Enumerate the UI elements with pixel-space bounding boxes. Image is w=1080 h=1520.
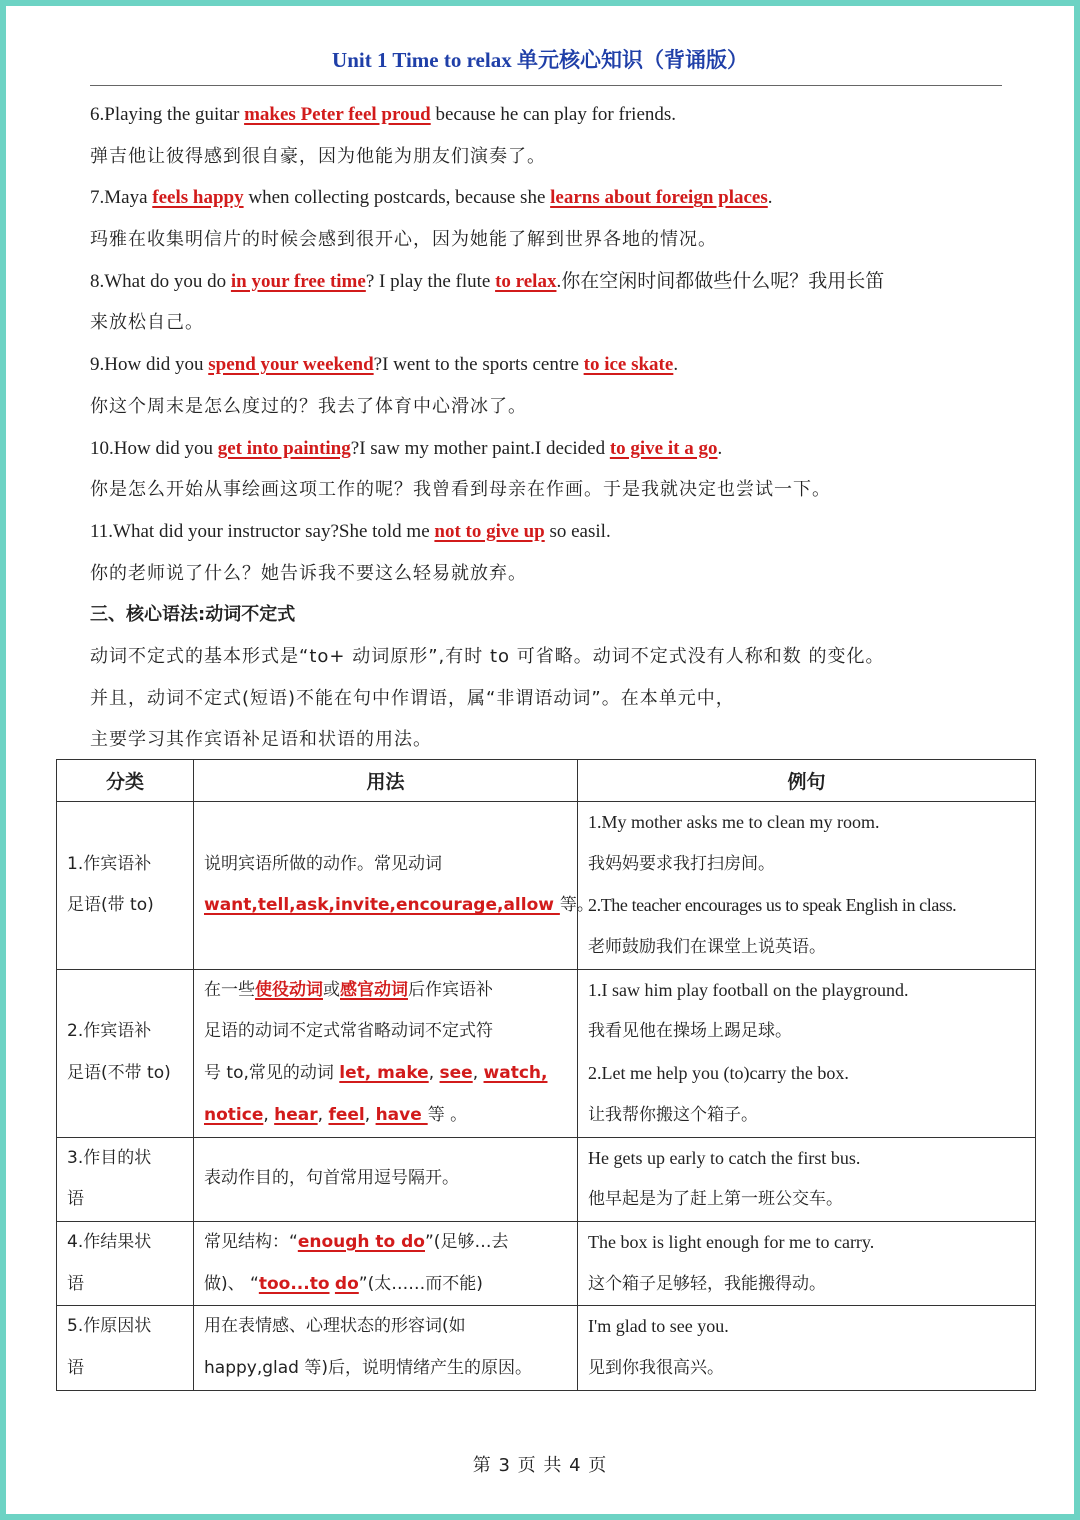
category-cell bbox=[57, 1306, 194, 1390]
text-segment: ?I went to the sports centre bbox=[373, 354, 584, 376]
sentence-english bbox=[90, 344, 1002, 386]
text-segment: 8.What do you do bbox=[90, 270, 231, 292]
example-line: 我妈妈要求我打扫房间。 bbox=[588, 853, 775, 874]
text-segment: 11.What did your instructor say?She told me bbox=[90, 520, 435, 542]
keyword-phrase: spend your weekend bbox=[208, 354, 374, 376]
example-line: He gets up early to catch the first bus. bbox=[588, 1147, 861, 1168]
usage-line bbox=[204, 844, 567, 886]
page-title: Unit 1 Time to relax 单元核心知识（背诵版） bbox=[332, 48, 748, 72]
example-line: 这个箱子足够轻，我能搬得动。 bbox=[588, 1273, 826, 1294]
text-segment: 或 bbox=[323, 979, 340, 1000]
category-cell bbox=[57, 1137, 194, 1221]
category-line: 语 bbox=[67, 1273, 84, 1294]
usage-line bbox=[204, 1306, 567, 1348]
text-segment: .你在空闲时间都做些什么呢？我用长笛 bbox=[556, 270, 885, 292]
sentence-chinese: 你是怎么开始从事绘画这项工作的呢？我曾看到母亲在作画。于是我就决定也尝试一下。 bbox=[90, 479, 831, 501]
table-row bbox=[57, 1306, 1036, 1390]
text-segment: when collecting postcards, because she bbox=[243, 187, 551, 209]
text-segment: 号 to,常见的动词 bbox=[204, 1063, 340, 1084]
text-segment: 足语的动词不定式常省略动词不定式符 bbox=[204, 1021, 493, 1042]
sentence-chinese: 你这个周末是怎么度过的？我去了体育中心滑冰了。 bbox=[90, 395, 527, 417]
usage-line bbox=[204, 1348, 567, 1390]
keyword-phrase: notice bbox=[204, 1104, 264, 1125]
header-divider bbox=[90, 85, 1002, 86]
text-segment: 10.How did you bbox=[90, 437, 218, 459]
intro-line: 动词不定式的基本形式是“to+ 动词原形”,有时 to 可省略。动词不定式没有人称和数 的变化。 bbox=[90, 645, 885, 667]
usage-cell bbox=[194, 1137, 578, 1221]
category-cell bbox=[57, 1221, 194, 1305]
text-segment: , bbox=[263, 1104, 275, 1125]
example-cell bbox=[578, 1221, 1036, 1305]
text-segment: 7.Maya bbox=[90, 187, 153, 209]
keyword-phrase: hear bbox=[274, 1104, 318, 1125]
sentence-chinese: 弹吉他让彼得感到很自豪，因为他能为朋友们演奏了。 bbox=[90, 145, 546, 167]
text-segment: 9.How did you bbox=[90, 354, 209, 376]
usage-line bbox=[204, 1095, 567, 1137]
keyword-phrase: not to give up bbox=[434, 520, 545, 542]
keyword-phrase: to give it a go bbox=[609, 437, 718, 459]
keyword-phrase: 使役动词 bbox=[255, 979, 323, 1000]
example-line: 1.My mother asks me to clean my room. bbox=[588, 812, 880, 832]
example-cell bbox=[578, 1137, 1036, 1221]
text-segment: . bbox=[717, 437, 723, 459]
text-segment: ”(太……而不能) bbox=[358, 1273, 483, 1294]
text-segment: , bbox=[428, 1063, 440, 1084]
keyword-phrase: get into painting bbox=[217, 437, 351, 459]
text-segment: ? I play the flute bbox=[365, 270, 496, 292]
usage-cell bbox=[194, 1306, 578, 1390]
category-line: 3.作目的状 bbox=[67, 1147, 152, 1168]
sentence-list bbox=[90, 94, 1002, 594]
example-cell bbox=[578, 802, 1036, 970]
grammar-table-body bbox=[57, 802, 1036, 1391]
text-segment: , bbox=[364, 1104, 376, 1125]
usage-cell bbox=[194, 969, 578, 1137]
example-line: 老师鼓励我们在课堂上说英语。 bbox=[588, 937, 826, 958]
text-segment: 说明宾语所做的动作。常见动词 bbox=[204, 853, 442, 874]
text-segment: 常见结构：“ bbox=[204, 1231, 298, 1252]
example-line: The box is light enough for me to carry. bbox=[588, 1231, 875, 1252]
keyword-phrase: makes Peter feel proud bbox=[244, 104, 431, 125]
text-segment: so easil. bbox=[544, 520, 611, 542]
text-segment: because he can play for friends. bbox=[430, 104, 677, 125]
usage-cell bbox=[194, 1221, 578, 1305]
keyword-phrase: feels happy bbox=[152, 187, 244, 209]
table-row bbox=[57, 969, 1036, 1137]
table-header-row bbox=[57, 760, 1036, 802]
keyword-phrase: in your free time bbox=[230, 270, 366, 292]
section-title: 三、核心语法:动词不定式 bbox=[90, 604, 296, 626]
category-line: 语 bbox=[67, 1189, 84, 1210]
table-row bbox=[57, 802, 1036, 970]
text-segment: 用在表情感、心理状态的形容词(如 bbox=[204, 1316, 466, 1337]
category-line: 1.作宾语补 bbox=[67, 853, 152, 874]
sentence-english bbox=[90, 177, 1002, 219]
keyword-phrase: enough to do bbox=[297, 1231, 425, 1252]
example-line: 让我帮你搬这个箱子。 bbox=[588, 1104, 758, 1125]
text-segment: 在一些 bbox=[204, 979, 255, 1000]
sentence-chinese: 你的老师说了什么？她告诉我不要这么轻易就放弃。 bbox=[90, 562, 527, 584]
example-line: 我看见他在操场上踢足球。 bbox=[588, 1021, 792, 1042]
usage-line bbox=[204, 885, 594, 927]
text-segment: 表动作目的，句首常用逗号隔开。 bbox=[204, 1168, 459, 1189]
example-line: I'm glad to see you. bbox=[588, 1316, 729, 1337]
text-segment: , bbox=[472, 1063, 484, 1084]
text-segment: . bbox=[767, 187, 773, 209]
keyword-phrase: want,tell,ask,invite,encourage,allow bbox=[204, 895, 560, 916]
category-cell bbox=[57, 969, 194, 1137]
usage-line bbox=[204, 970, 567, 1012]
keyword-phrase: to ice skate bbox=[583, 354, 674, 376]
table-row bbox=[57, 1221, 1036, 1305]
text-segment: 等。 bbox=[559, 895, 594, 916]
category-line: 足语(带 to) bbox=[67, 895, 154, 916]
table-row bbox=[57, 1137, 1036, 1221]
text-segment: ?I saw my mother paint.I decided bbox=[350, 437, 610, 459]
text-segment: 等 。 bbox=[427, 1104, 468, 1125]
sentence-chinese: 来放松自己。 bbox=[90, 312, 204, 334]
category-line: 2.作宾语补 bbox=[67, 1021, 152, 1042]
keyword-phrase: learns about foreign places bbox=[550, 187, 768, 209]
text-segment: 做)、 “ bbox=[204, 1273, 259, 1294]
text-segment: . bbox=[673, 354, 679, 376]
header-category: 分类 bbox=[57, 760, 194, 802]
usage-cell bbox=[194, 802, 594, 970]
example-line: 见到你我很高兴。 bbox=[588, 1357, 724, 1378]
sentence-english bbox=[90, 261, 1002, 303]
text-segment: 后作宾语补 bbox=[408, 979, 493, 1000]
sentence-chinese: 玛雅在收集明信片的时候会感到很开心，因为她能了解到世界各地的情况。 bbox=[90, 229, 717, 251]
example-line: 2.Let me help you (to)carry the box. bbox=[588, 1063, 849, 1084]
usage-line bbox=[204, 1011, 567, 1053]
sentence-english bbox=[90, 428, 1002, 470]
category-line: 4.作结果状 bbox=[67, 1231, 152, 1252]
keyword-phrase: feel bbox=[328, 1104, 365, 1125]
page-number: 第 3 页 共 4 页 bbox=[472, 1455, 608, 1476]
category-line: 5.作原因状 bbox=[67, 1316, 152, 1337]
grammar-table bbox=[56, 759, 1036, 1391]
intro-line: 并且，动词不定式(短语)不能在句中作谓语，属“非谓语动词”。在本单元中， bbox=[90, 687, 735, 709]
category-line: 足语(不带 to) bbox=[67, 1063, 171, 1084]
keyword-phrase: watch, bbox=[483, 1063, 548, 1084]
usage-line bbox=[204, 1222, 567, 1264]
example-line: 2.The teacher encourages us to speak English in class. bbox=[588, 895, 957, 916]
category-cell bbox=[57, 802, 194, 970]
example-cell bbox=[578, 1306, 1036, 1390]
sentence-english bbox=[90, 94, 1002, 136]
intro-line: 主要学习其作宾语补足语和状语的用法。 bbox=[90, 729, 432, 751]
text-segment: , bbox=[317, 1104, 329, 1125]
example-line: 1.I saw him play football on the playground. bbox=[588, 979, 909, 1000]
usage-line bbox=[204, 1264, 567, 1306]
keyword-phrase: have bbox=[375, 1104, 428, 1125]
example-cell bbox=[578, 969, 1036, 1137]
header-usage: 用法 bbox=[194, 760, 578, 802]
keyword-phrase: too...to bbox=[258, 1273, 330, 1294]
header-example: 例句 bbox=[578, 760, 1036, 802]
text-segment: ”(足够…去 bbox=[425, 1231, 509, 1252]
category-line: 语 bbox=[67, 1357, 84, 1378]
keyword-phrase: see bbox=[439, 1063, 473, 1084]
keyword-phrase: let, make bbox=[339, 1063, 429, 1084]
example-line: 他早起是为了赶上第一班公交车。 bbox=[588, 1189, 843, 1210]
sentence-english bbox=[90, 511, 1002, 553]
keyword-phrase: do bbox=[334, 1273, 359, 1294]
usage-line bbox=[204, 1158, 567, 1200]
keyword-phrase: to relax bbox=[495, 270, 557, 292]
keyword-phrase: 感官动词 bbox=[340, 979, 408, 1000]
usage-line bbox=[204, 1053, 567, 1095]
text-segment: 6.Playing the guitar bbox=[90, 104, 245, 125]
main-content bbox=[90, 94, 1002, 761]
text-segment: happy,glad 等)后，说明情绪产生的原因。 bbox=[204, 1357, 532, 1378]
